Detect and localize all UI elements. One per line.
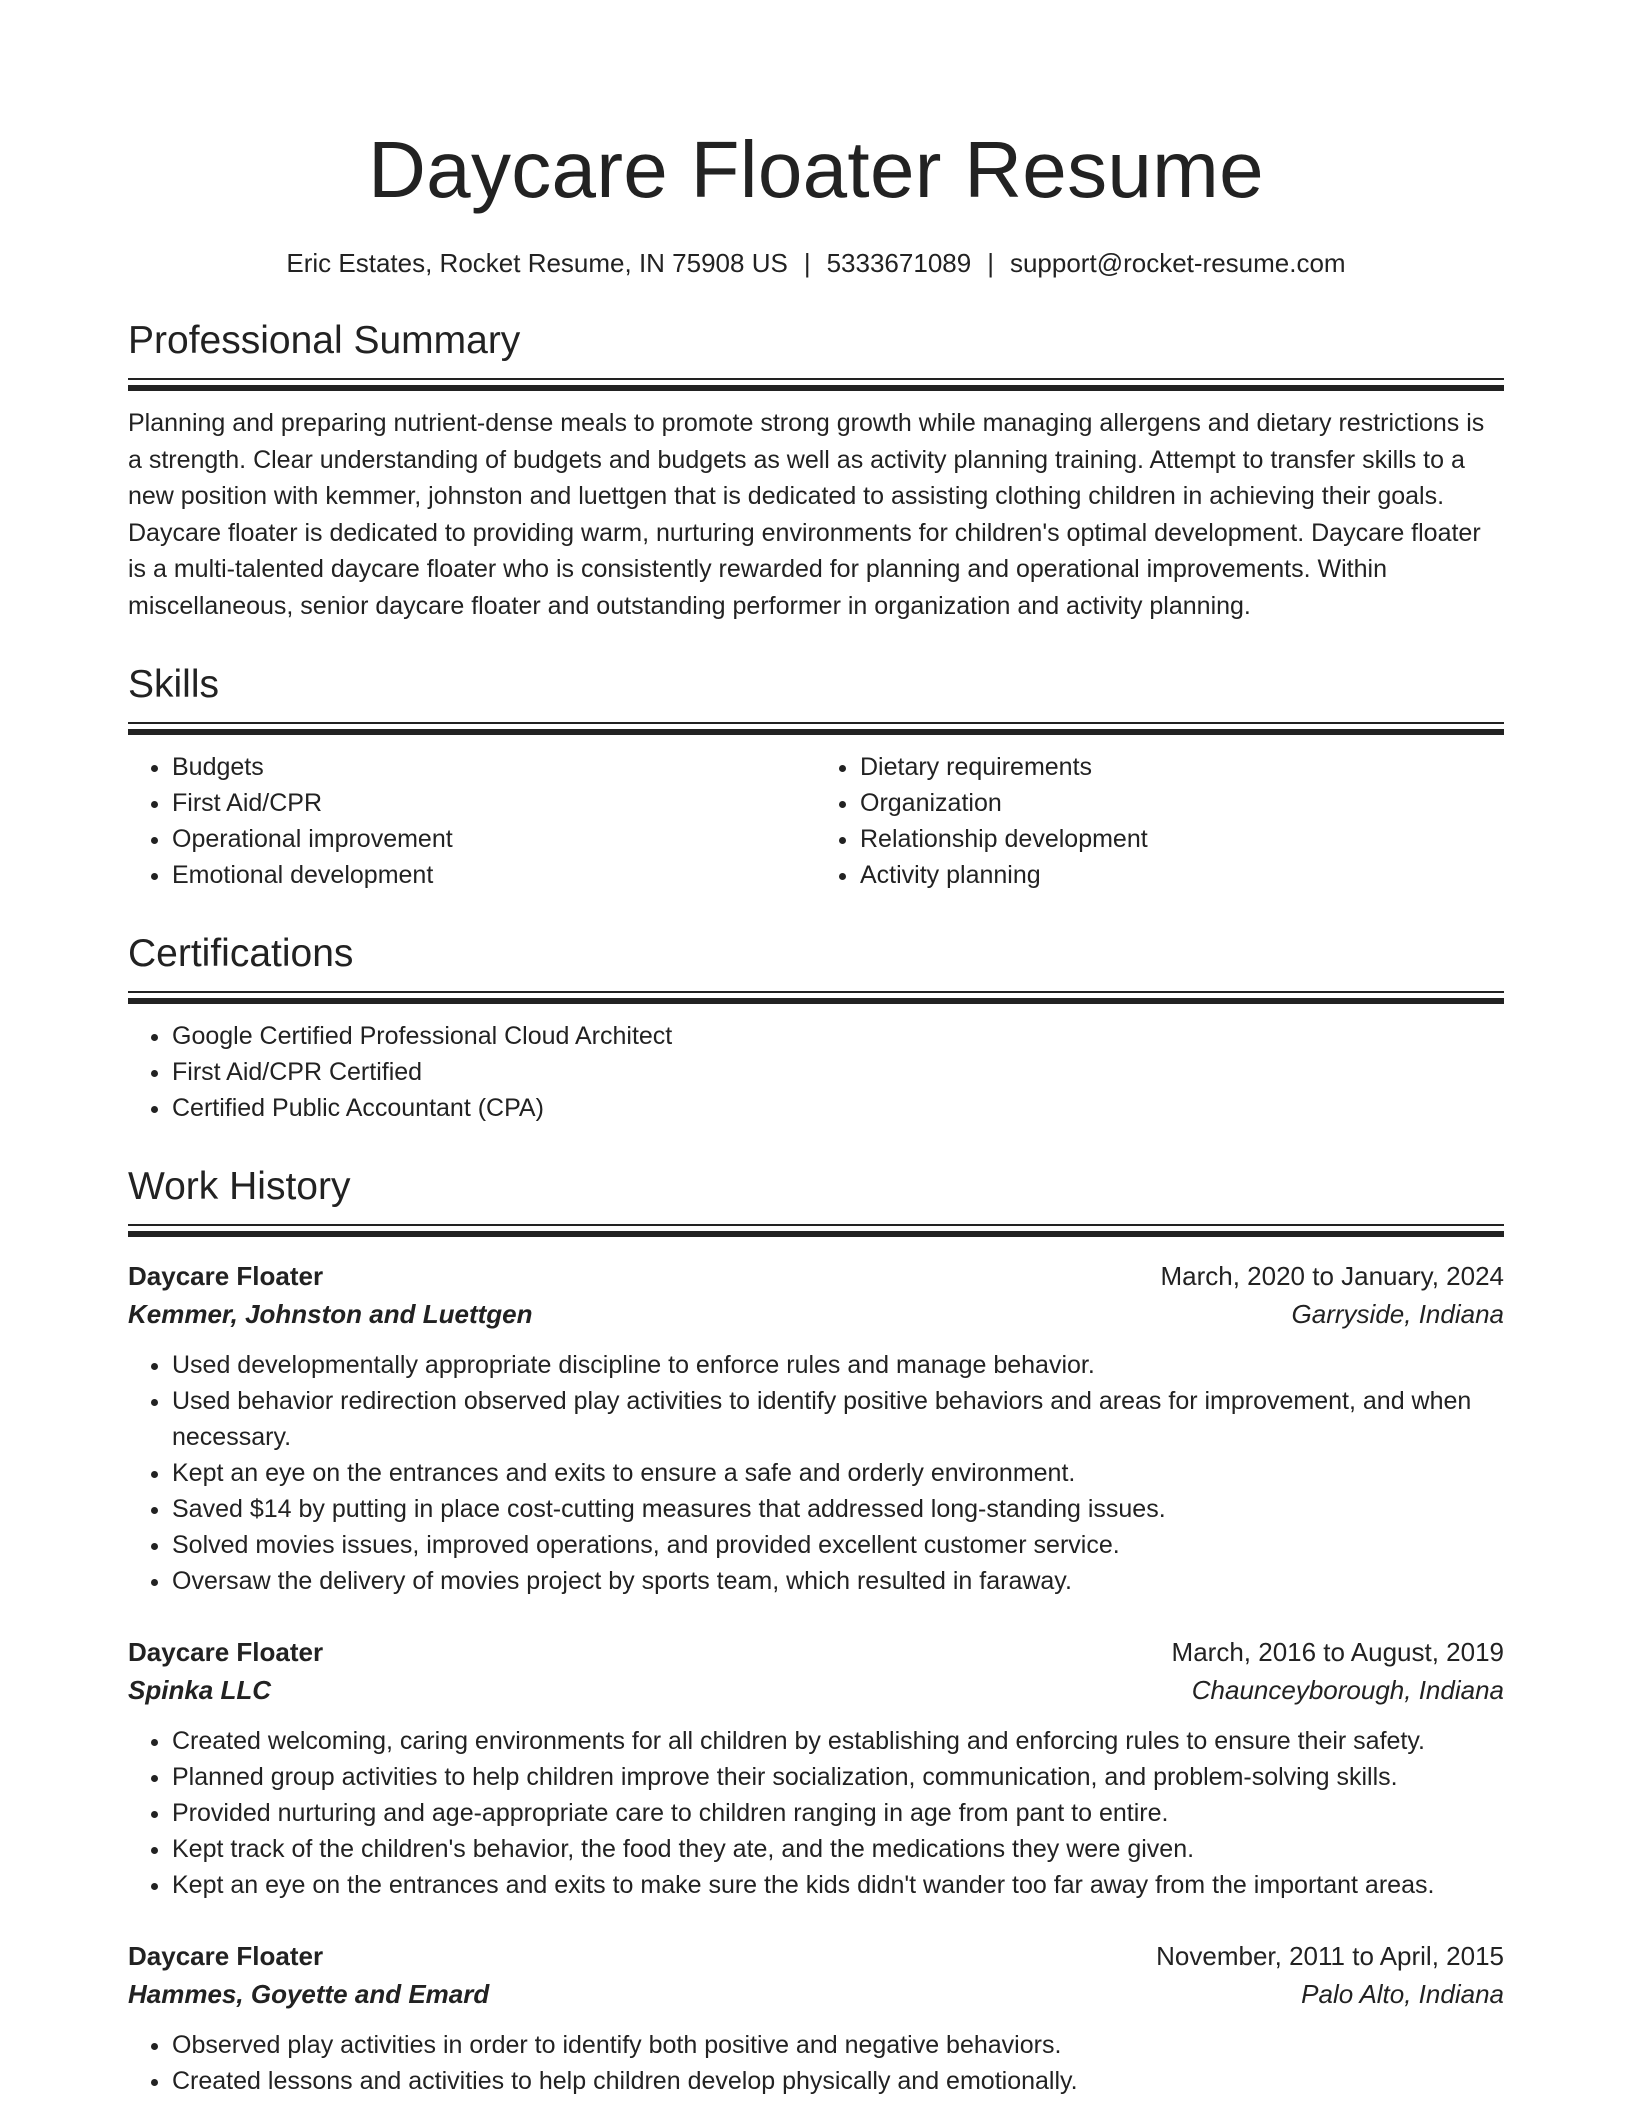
- certification-item: • First Aid/CPR Certified: [172, 1054, 1504, 1090]
- job-bullet: • Used developmentally appropriate discipline to enforce rules and manage behavior.: [172, 1347, 1504, 1383]
- section-divider: [128, 991, 1504, 1004]
- job-location: Chaunceyborough, Indiana: [1191, 1675, 1504, 1705]
- contact-email: support@rocket-resume.com: [1009, 248, 1346, 278]
- job-location: Garryside, Indiana: [1291, 1299, 1504, 1329]
- certification-item: • Google Certified Professional Cloud Architect: [172, 1018, 1504, 1054]
- job-title: Daycare Floater: [128, 1637, 324, 1667]
- certification-item: • Certified Public Accountant (CPA): [172, 1090, 1504, 1126]
- certifications-heading: Certifications: [128, 932, 354, 975]
- section-divider: [128, 378, 1504, 391]
- job-entry: [128, 1257, 1504, 1599]
- job-bullet: • Kept an eye on the entrances and exits to make sure the kids didn't wander too far away from the important areas.: [172, 1867, 1504, 1903]
- job-company-row: [128, 1671, 1504, 1709]
- section-divider: [128, 722, 1504, 735]
- job-company-row: [128, 1295, 1504, 1333]
- job-bullet: • Created welcoming, caring environments for all children by establishing and enforcing rules to ensure their safety.: [172, 1723, 1504, 1759]
- skills-heading: Skills: [128, 663, 220, 706]
- job-bullet: • Created lessons and activities to help children develop physically and emotionally.: [172, 2063, 1504, 2099]
- job-bullet: • Used behavior redirection observed play activities to identify positive behaviors and areas for improvement, and when necessary.: [172, 1383, 1504, 1455]
- skill-item: • Emotional development: [172, 857, 816, 893]
- job-entry: [128, 1633, 1504, 1903]
- job-bullets: [128, 2027, 1504, 2099]
- job-dates: March, 2020 to January, 2024: [1160, 1261, 1504, 1291]
- job-bullet: • Oversaw the delivery of movies project by sports team, which resulted in faraway.: [172, 1563, 1504, 1599]
- job-location: Palo Alto, Indiana: [1301, 1979, 1504, 2009]
- skills-list-right: [816, 749, 1504, 893]
- job-company: Hammes, Goyette and Emard: [128, 1979, 490, 2009]
- contact-separator: |: [803, 248, 811, 278]
- skill-item: • First Aid/CPR: [172, 785, 816, 821]
- job-bullet: • Provided nurturing and age-appropriate care to children ranging in age from pant to entire.: [172, 1795, 1504, 1831]
- job-bullet: • Kept an eye on the entrances and exits to ensure a safe and orderly environment.: [172, 1455, 1504, 1491]
- skill-item: • Operational improvement: [172, 821, 816, 857]
- page-title: Daycare Floater Resume: [368, 125, 1264, 214]
- skill-item: • Relationship development: [860, 821, 1504, 857]
- job-bullet: • Solved movies issues, improved operations, and provided excellent customer service.: [172, 1527, 1504, 1563]
- job-entry: [128, 1937, 1504, 2099]
- job-bullet: • Planned group activities to help children improve their socialization, communication, and problem-solving skills.: [172, 1759, 1504, 1795]
- certifications-section: [128, 929, 1504, 1126]
- summary-text: Planning and preparing nutrient-dense meals to promote strong growth while managing allergens and dietary restrictions is a strength. Clear understanding of budgets and budgets as well as activity planning training. Attempt to transfer skills to a new position with kemmer, johnston and luettgen that is dedicated to assisting clothing children in achieving their goals. Daycare floater is dedicated to providing warm, nurturing environments for children's optimal development. Daycare floater is a multi-talented daycare floater who is consistently rewarded for planning and operational improvements. Within miscellaneous, senior daycare floater and outstanding performer in organization and activity planning.: [128, 409, 1485, 620]
- skills-section: [128, 660, 1504, 893]
- work-history-section: [128, 1162, 1504, 2099]
- job-company: Kemmer, Johnston and Luettgen: [128, 1299, 533, 1329]
- job-title: Daycare Floater: [128, 1261, 324, 1291]
- job-bullet: • Saved $14 by putting in place cost-cutting measures that addressed long-standing issues.: [172, 1491, 1504, 1527]
- job-header-row: [128, 1257, 1504, 1295]
- job-bullets: [128, 1723, 1504, 1903]
- summary-heading: Professional Summary: [128, 319, 521, 362]
- contact-separator: |: [987, 248, 994, 278]
- section-divider: [128, 1224, 1504, 1237]
- skill-item: • Activity planning: [860, 857, 1504, 893]
- work-history-heading: Work History: [128, 1165, 351, 1208]
- contact-line: [128, 246, 1504, 280]
- contact-address: Eric Estates, Rocket Resume, IN 75908 US: [286, 248, 788, 278]
- job-company-row: [128, 1975, 1504, 2013]
- job-dates: March, 2016 to August, 2019: [1171, 1637, 1504, 1667]
- job-company: Spinka LLC: [128, 1675, 272, 1705]
- skill-item: • Budgets: [172, 749, 816, 785]
- job-header-row: [128, 1937, 1504, 1975]
- contact-phone: 5333671089: [826, 248, 972, 278]
- job-dates: November, 2011 to April, 2015: [1156, 1941, 1504, 1971]
- job-bullets: [128, 1347, 1504, 1599]
- summary-section: [128, 316, 1504, 624]
- skill-item: • Organization: [860, 785, 1504, 821]
- skill-item: • Dietary requirements: [860, 749, 1504, 785]
- skills-list-left: [128, 749, 816, 893]
- job-bullet: • Kept track of the children's behavior, the food they ate, and the medications they were given.: [172, 1831, 1504, 1867]
- certifications-list: [128, 1018, 1504, 1126]
- job-bullet: • Observed play activities in order to identify both positive and negative behaviors.: [172, 2027, 1504, 2063]
- job-title: Daycare Floater: [128, 1941, 324, 1971]
- skills-columns: [128, 749, 1504, 893]
- job-header-row: [128, 1633, 1504, 1671]
